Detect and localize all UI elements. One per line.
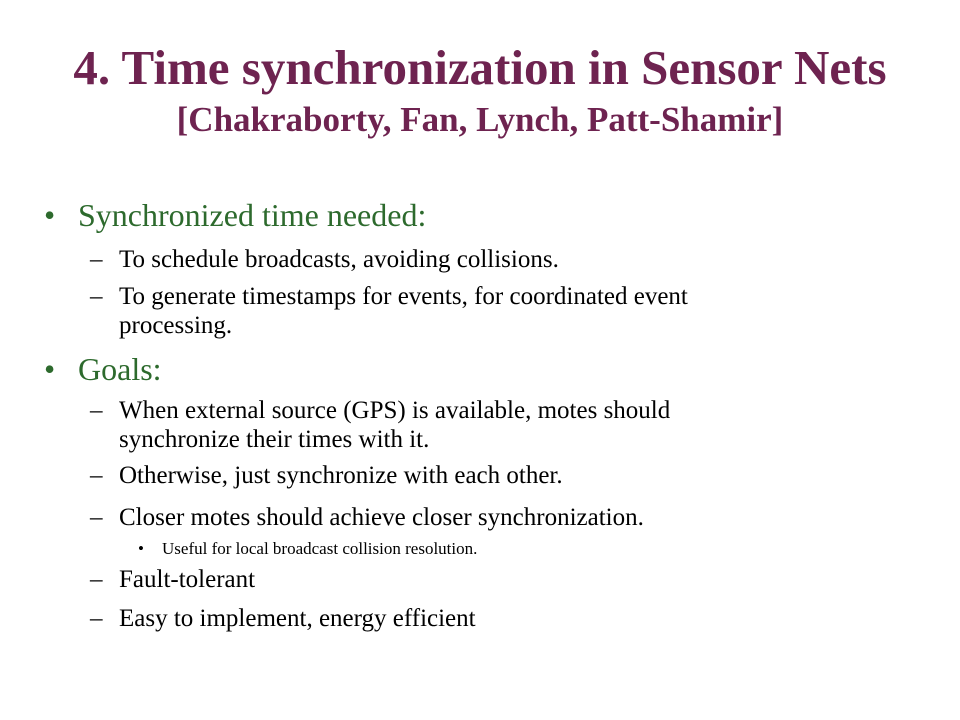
bullet-synchronized-time — [44, 196, 426, 234]
sub-item-external-source — [90, 396, 670, 454]
sub-sub-item-text: Useful for local broadcast collision resolution. — [162, 539, 478, 558]
sub-item-easy-implement — [90, 604, 476, 633]
dash-marker: – — [90, 246, 103, 273]
slide-subtitle: [Chakraborty, Fan, Lynch, Patt-Shamir] — [176, 100, 784, 139]
small-bullet-marker: • — [138, 539, 144, 558]
sub-item-text-line2: synchronize their times with it. — [119, 426, 430, 453]
sub-item-text: Closer motes should achieve closer synchronization. — [119, 504, 644, 531]
sub-item-text: Fault-tolerant — [119, 566, 256, 593]
sub-item-text: To schedule broadcasts, avoiding collisions. — [119, 246, 559, 273]
sub-item-text-line1: When external source (GPS) is available, motes should — [119, 397, 671, 424]
sub-item-text-line2: processing. — [119, 312, 233, 339]
sub-item-text: Otherwise, just synchronize with each other. — [119, 462, 563, 489]
bullet-marker: • — [44, 351, 56, 387]
sub-item-schedule — [90, 245, 559, 274]
bullet-goals — [44, 350, 162, 388]
dash-marker: – — [90, 605, 103, 632]
dash-marker: – — [90, 504, 103, 531]
sub-item-timestamps — [90, 282, 688, 340]
bullet-text: Synchronized time needed: — [78, 197, 427, 233]
sub-item-fault-tolerant — [90, 565, 255, 594]
sub-item-text-line1: To generate timestamps for events, for coordinated event — [119, 283, 688, 310]
dash-marker: – — [90, 566, 103, 593]
sub-sub-item-useful — [138, 538, 477, 560]
sub-item-closer-motes — [90, 503, 644, 532]
dash-marker: – — [90, 462, 103, 489]
slide-title: 4. Time synchronization in Sensor Nets — [73, 40, 887, 95]
dash-marker: – — [90, 397, 103, 424]
dash-marker: – — [90, 283, 103, 310]
sub-item-otherwise — [90, 461, 563, 490]
bullet-marker: • — [44, 197, 56, 233]
bullet-text: Goals: — [78, 351, 162, 387]
sub-item-text: Easy to implement, energy efficient — [119, 605, 476, 632]
